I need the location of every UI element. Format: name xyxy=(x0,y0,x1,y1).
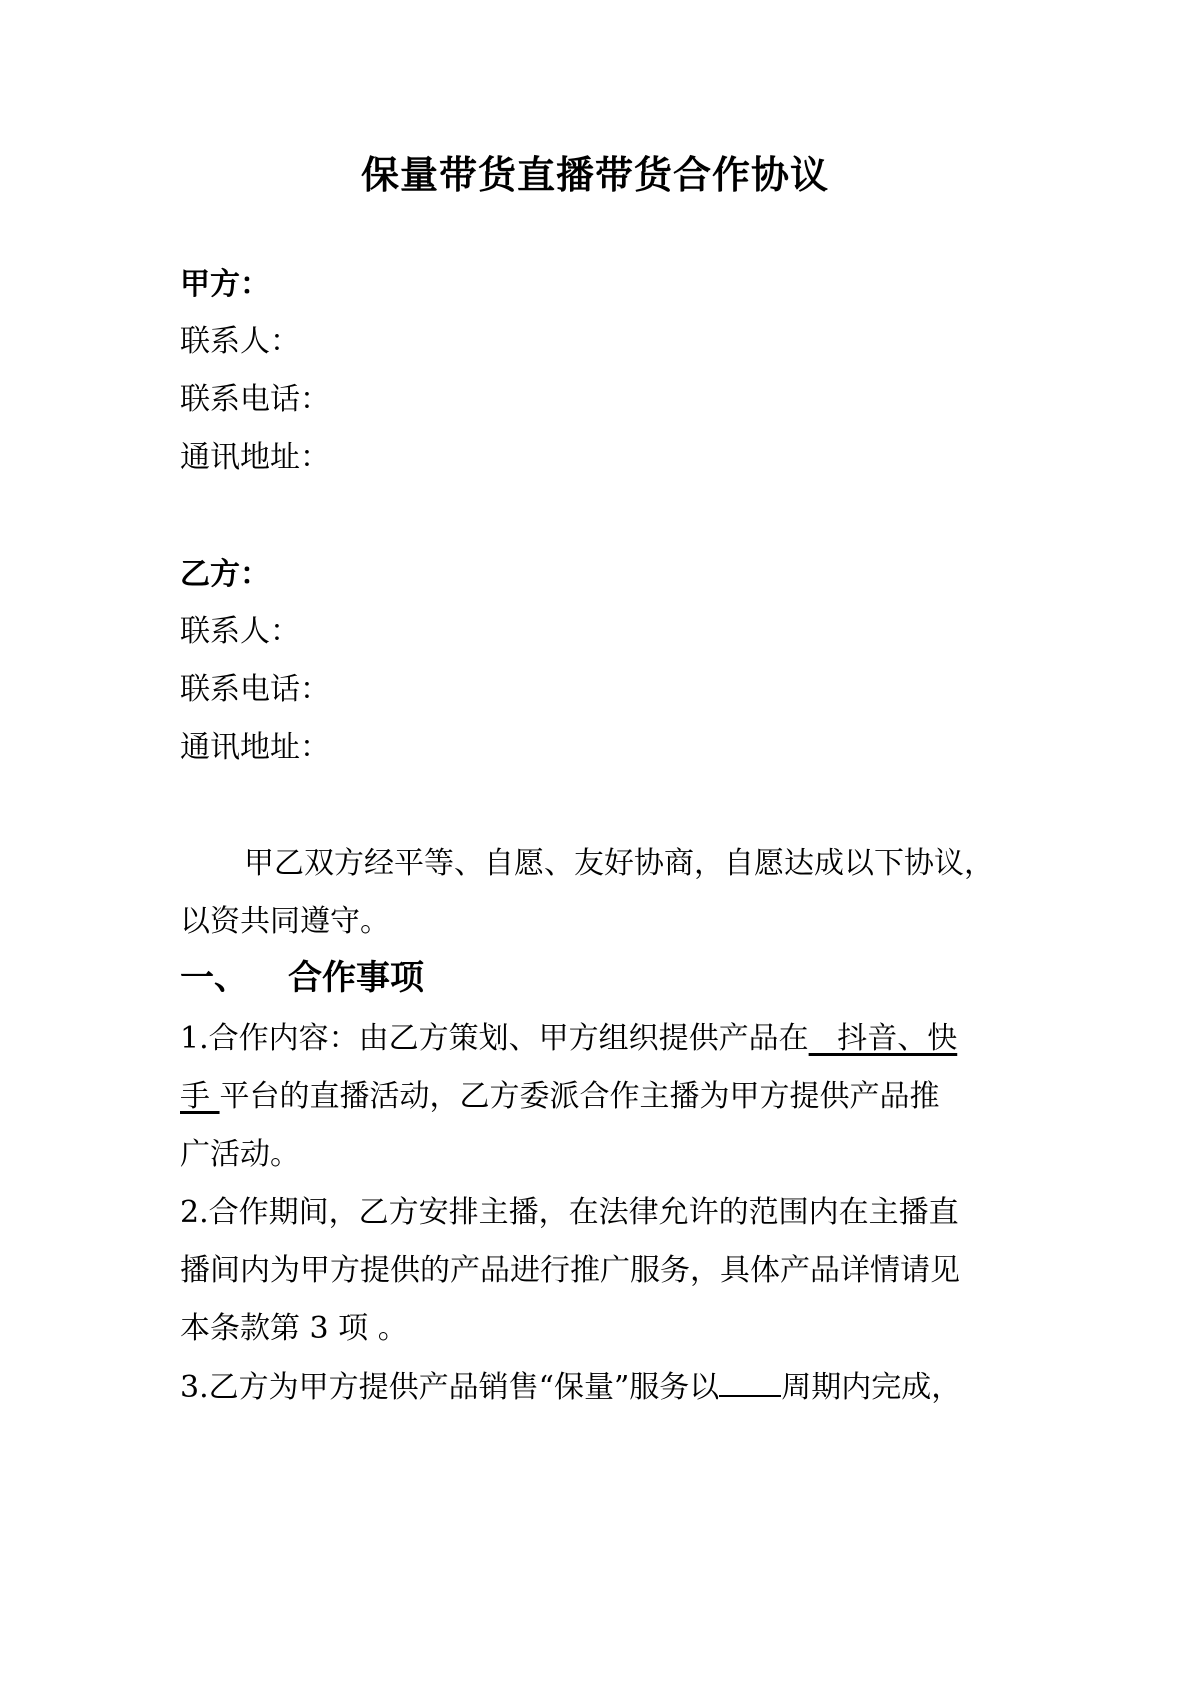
preamble-line-2: 以资共同遵守。 xyxy=(180,904,390,939)
clause-3-text-cont: 周期内完成， xyxy=(781,1370,962,1405)
party-a-address-label: 通讯地址： xyxy=(180,440,330,475)
clause-3-period-blank[interactable] xyxy=(719,1365,781,1397)
clause-2-line-2: 播间内为甲方提供的产品进行推广服务，具体产品详情请见 xyxy=(180,1253,960,1288)
clause-1-line-1 xyxy=(180,1017,1020,1061)
clause-1-line-2 xyxy=(180,1075,1020,1119)
clause-1-text-cont: 平台的直播活动，乙方委派合作主播为甲方提供产品推 xyxy=(219,1079,940,1114)
party-a-contact-label: 联系人： xyxy=(180,324,300,359)
preamble-line-1: 甲乙双方经平等、自愿、友好协商，自愿达成以下协议， xyxy=(244,846,994,881)
clause-3-line-1 xyxy=(180,1365,1020,1410)
party-b-phone-label: 联系电话： xyxy=(180,672,330,707)
party-b-contact-label: 联系人： xyxy=(180,614,300,649)
party-b-address-label: 通讯地址： xyxy=(180,730,330,765)
clause-3-text: 3.乙方为甲方提供产品销售“保量”服务以 xyxy=(180,1370,720,1405)
document-title: 保量带货直播带货合作协议 xyxy=(360,153,829,197)
section-1-title: 合作事项 xyxy=(288,958,424,998)
clause-1-platform-blank-cont: 手 xyxy=(180,1079,220,1114)
party-a-heading: 甲方： xyxy=(180,267,270,302)
party-a-phone-label: 联系电话： xyxy=(180,382,330,417)
clause-2-line-3: 本条款第 3 项 。 xyxy=(180,1311,408,1346)
section-1-number: 一、 xyxy=(180,958,248,998)
clause-2-line-1: 2.合作期间，乙方安排主播，在法律允许的范围内在主播直 xyxy=(180,1195,959,1230)
clause-1-line-3: 广活动。 xyxy=(180,1137,300,1172)
section-1-heading xyxy=(180,956,1020,1000)
clause-1-platform-blank: 抖音、快 xyxy=(808,1021,958,1056)
party-b-heading: 乙方： xyxy=(180,557,270,592)
clause-1-text: 1.合作内容：由乙方策划、甲方组织提供产品在 xyxy=(180,1021,809,1056)
